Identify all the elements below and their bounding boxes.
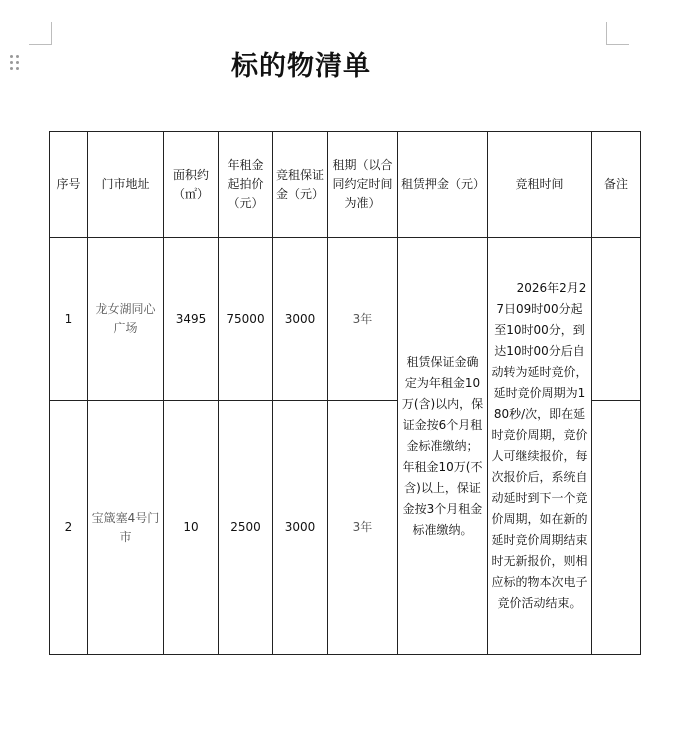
header-area: 面积约（㎡）: [164, 132, 219, 238]
cell-term: 3年: [328, 238, 398, 401]
header-remark: 备注: [592, 132, 641, 238]
cell-bid-deposit: 3000: [273, 238, 328, 401]
header-bid-deposit: 竞租保证金（元）: [273, 132, 328, 238]
header-term: 租期（以合同约定时间为准）: [328, 132, 398, 238]
cell-address: 宝箴塞4号门市: [88, 401, 164, 655]
cell-start-price: 2500: [219, 401, 273, 655]
cell-seq: 2: [50, 401, 88, 655]
cell-area: 3495: [164, 238, 219, 401]
header-start-price: 年租金起拍价（元）: [219, 132, 273, 238]
cell-seq: 1: [50, 238, 88, 401]
header-seq: 序号: [50, 132, 88, 238]
page-title: 标的物清单: [231, 51, 371, 82]
cell-address: 龙女湖同心广场: [88, 238, 164, 401]
cell-remark: [592, 238, 641, 401]
cell-area: 10: [164, 401, 219, 655]
table-header-row: [50, 132, 641, 238]
header-bid-time: 竞租时间: [488, 132, 592, 238]
page-corner-mark-top-right: [606, 22, 629, 45]
cell-lease-deposit: 租赁保证金确定为年租金10万(含)以内，保证金按6个月租金标准缴纳；年租金10万(不含)以上，保证金按3个月租金标准缴纳。: [398, 238, 488, 655]
bid-time-text: 2026年2月27日09时00分起至10时00分，到达10时00分后自动转为延时竞价，延时竞价周期为180秒/次，即在延时竞价周期，竞价人可继续报价，每次报价后，系统自动延时到下一个竞价周期，如在新的延时竞价周期结束时无新报价，则相应标的物本次电子竞价活动结束。: [491, 281, 588, 610]
page-corner-mark-top-left: [29, 22, 52, 45]
cell-start-price: 75000: [219, 238, 273, 401]
header-lease-deposit: 租赁押金（元）: [398, 132, 488, 238]
cell-remark: [592, 401, 641, 655]
cell-bid-deposit: 3000: [273, 401, 328, 655]
cell-term: 3年: [328, 401, 398, 655]
header-address: 门市地址: [88, 132, 164, 238]
bid-items-table: [49, 131, 641, 655]
cell-bid-time: [488, 238, 592, 655]
table-row: [50, 238, 641, 401]
